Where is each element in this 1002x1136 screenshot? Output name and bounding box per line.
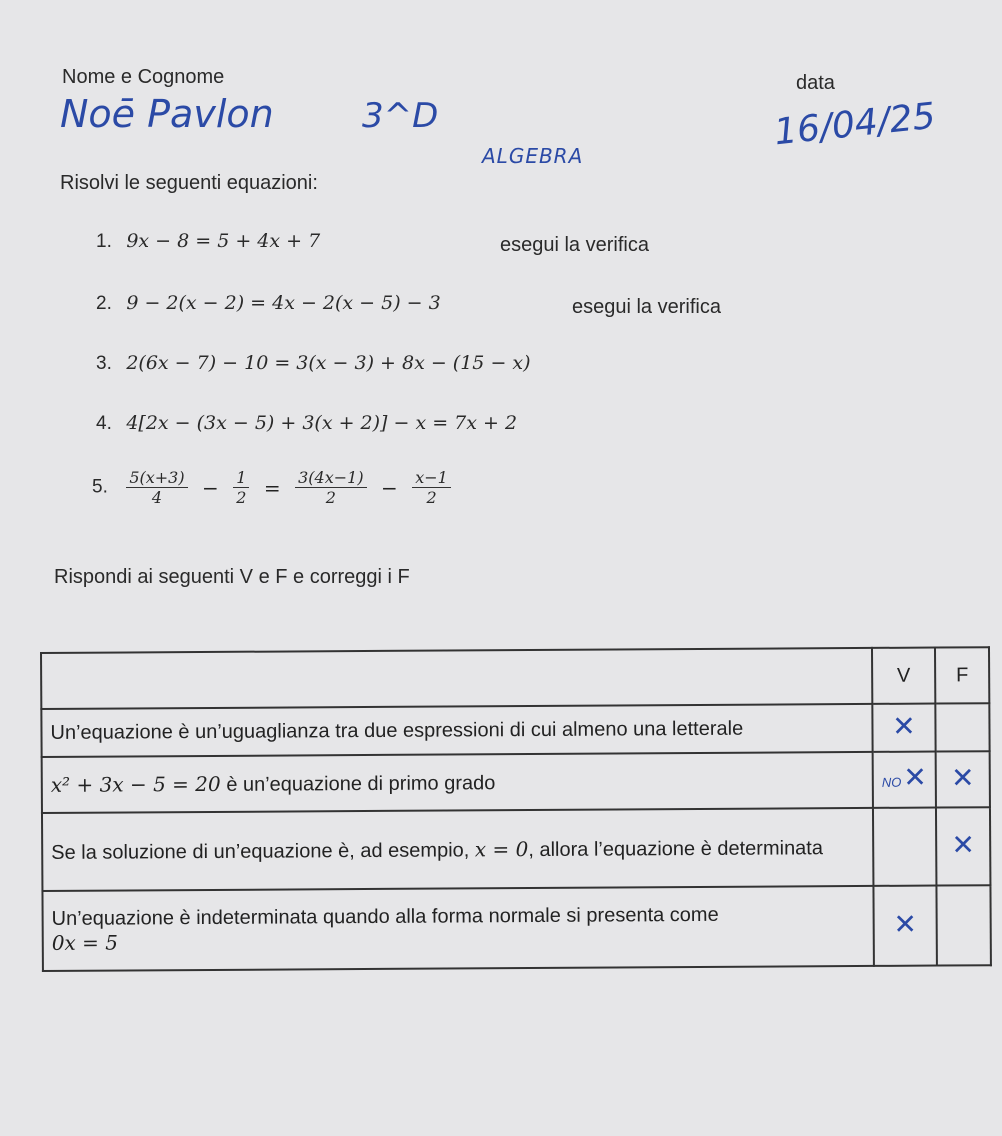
table-row: [42, 751, 990, 813]
f-cell: [935, 703, 989, 751]
fraction-2: [233, 468, 249, 507]
f-cell: [936, 807, 990, 885]
table-row: [41, 703, 989, 757]
cross-mark-icon: ✕: [892, 709, 916, 743]
statement-header-cell: [41, 648, 872, 709]
correction-note: NO: [881, 774, 902, 790]
statement-text: Se la soluzione di un’equazione è, ad esempio,: [51, 838, 475, 864]
equation-1: [96, 230, 320, 253]
cross-mark-icon: ✕: [951, 827, 976, 861]
fraction-4: [412, 468, 451, 507]
inline-math: x² + 3x − 5 = 20: [50, 771, 221, 797]
fraction-denominator: 4: [151, 488, 163, 507]
equation-text: 9 − 2(x − 2) = 4x − 2(x − 5) − 3: [126, 292, 441, 314]
cross-mark-icon: ✕: [950, 760, 975, 794]
statement-text: è un’equazione di primo grado: [220, 771, 496, 796]
name-label: Nome e Cognome: [62, 66, 225, 88]
fraction-denominator: 2: [236, 488, 247, 507]
statement-cell: [42, 752, 873, 813]
operator: −: [202, 475, 219, 500]
operator: −: [381, 475, 398, 500]
f-header-cell: F: [935, 647, 989, 703]
verify-note-1: esegui la verifica: [500, 234, 649, 256]
true-false-table: [40, 646, 992, 972]
date-value: 16/04/25: [772, 95, 938, 154]
inline-math: x = 0: [474, 836, 529, 861]
equation-text: 2(6x − 7) − 10 = 3(x − 3) + 8x − (15 − x): [126, 352, 531, 374]
verify-note-2: esegui la verifica: [572, 296, 721, 318]
v-cell: [872, 704, 935, 752]
equation-3: [96, 352, 531, 375]
equation-number: 5.: [92, 476, 108, 498]
subject-title: ALGEBRA: [482, 144, 584, 168]
statement-text: Un’equazione è indeterminata quando alla forma normale si presenta come: [51, 903, 719, 930]
equation-number: 3.: [96, 353, 112, 374]
fraction-numerator: 3(4x−1): [295, 468, 366, 488]
equation-4: [96, 412, 517, 435]
fraction-denominator: 2: [426, 488, 437, 507]
equation-number: 4.: [96, 413, 112, 434]
equation-5: [92, 468, 455, 507]
v-cell: [873, 886, 936, 966]
cross-mark-icon: ✕: [903, 760, 927, 794]
equation-text: 9x − 8 = 5 + 4x + 7: [126, 230, 321, 252]
equation-number: 1.: [96, 231, 112, 252]
student-name: Noē Pavlon: [60, 92, 274, 136]
fraction-1: [126, 468, 187, 507]
table-row: [42, 885, 990, 971]
v-cell: [873, 752, 936, 808]
operator: =: [263, 475, 281, 500]
cross-mark-icon: ✕: [893, 907, 918, 941]
inline-math: 0x = 5: [51, 930, 119, 955]
fraction-3: [295, 468, 366, 507]
date-label: data: [796, 72, 835, 94]
statement-cell: Un’equazione è un’uguaglianza tra due espressioni di cui almeno una letterale: [41, 704, 872, 757]
section-truefalse-title: Rispondi ai seguenti V e F e correggi i F: [54, 566, 410, 588]
fraction-numerator: 5(x+3): [126, 468, 187, 488]
equation-text: 4[2x − (3x − 5) + 3(x + 2)] − x = 7x + 2: [126, 412, 518, 434]
statement-cell: [42, 886, 874, 971]
fraction-denominator: 2: [325, 488, 336, 507]
fraction-numerator: 1: [233, 468, 249, 488]
f-cell: [936, 751, 990, 807]
statement-text: , allora l’equazione è determinata: [528, 836, 824, 861]
v-header-cell: V: [872, 648, 935, 704]
section-equations-title: Risolvi le seguenti equazioni:: [60, 172, 318, 194]
table-row: [42, 807, 990, 891]
fraction-numerator: x−1: [412, 468, 451, 488]
f-cell: [936, 885, 990, 965]
class-label: 3^D: [362, 96, 439, 136]
v-cell: [873, 808, 936, 886]
equation-2: [96, 292, 441, 315]
equation-number: 2.: [96, 293, 112, 314]
statement-cell: [42, 808, 873, 891]
table-header-row: [41, 647, 989, 709]
